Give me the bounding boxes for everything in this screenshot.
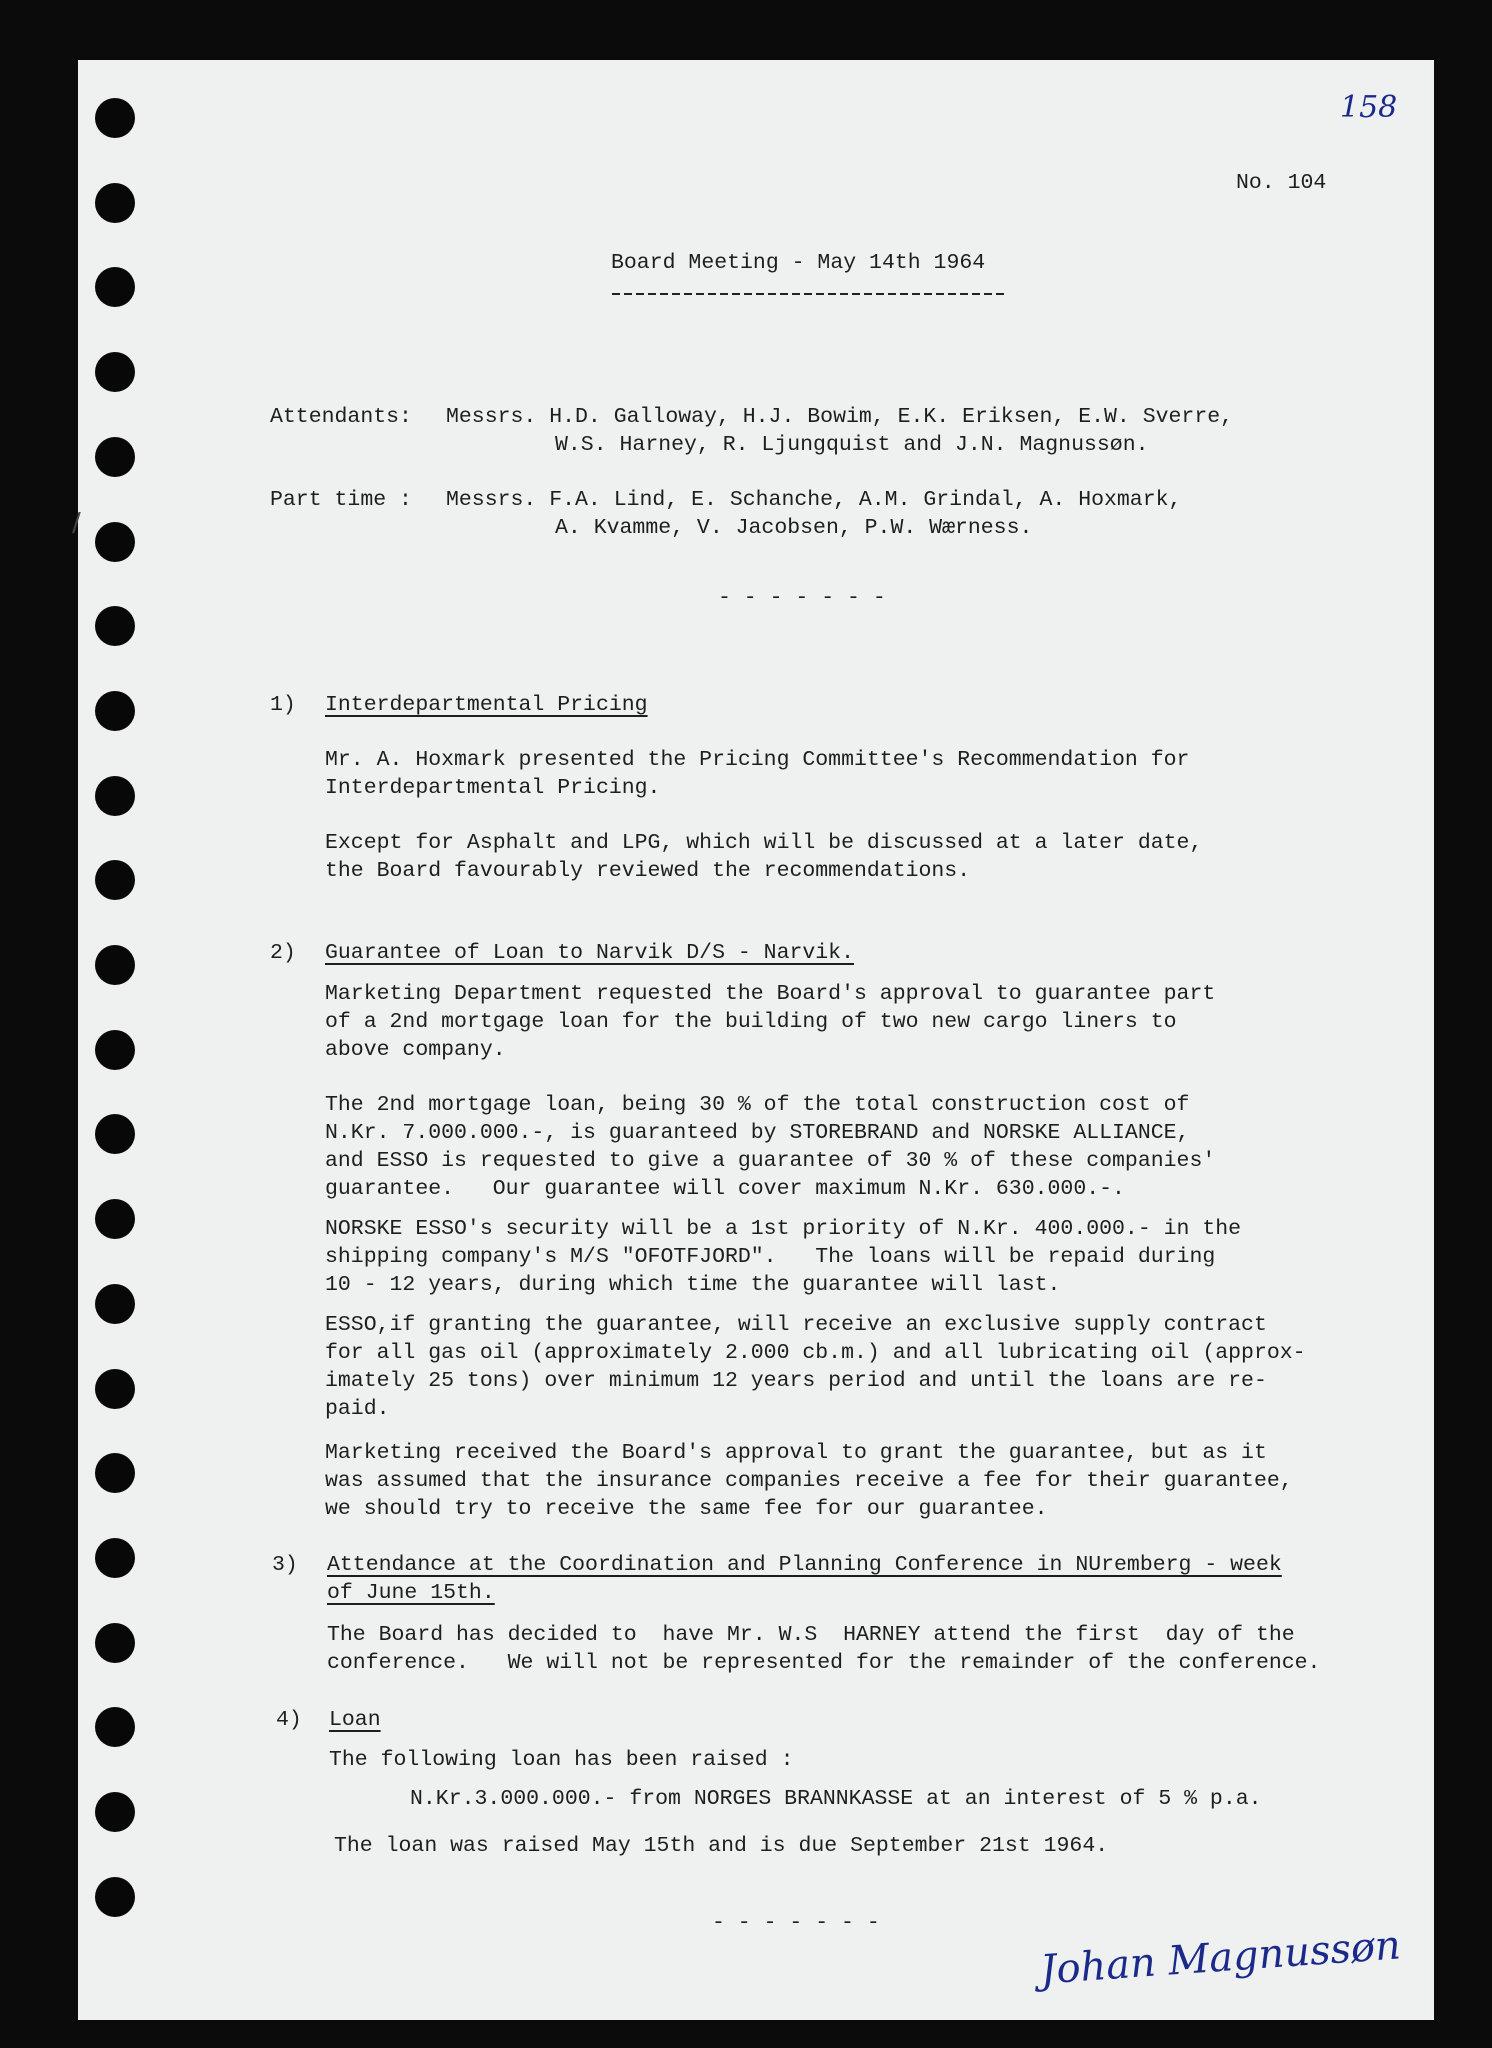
body-line: paid. [325, 1397, 390, 1421]
binder-hole [95, 352, 135, 392]
body-line: and ESSO is requested to give a guarantee of 30 % of these companies' [325, 1149, 1216, 1173]
body-line: for all gas oil (approximately 2.000 cb.m.) and all lubricating oil (approx- [325, 1341, 1306, 1365]
item-number: 2) [270, 941, 296, 965]
body-line: N.Kr.3.000.000.- from NORGES BRANNKASSE at an interest of 5 % p.a. [410, 1787, 1262, 1811]
binder-hole [95, 1623, 135, 1663]
body-line: the Board favourably reviewed the recommendations. [325, 859, 971, 883]
separator: - - - - - - - [718, 586, 886, 610]
meeting-title: Board Meeting - May 14th 1964 [611, 251, 986, 275]
binder-hole [95, 98, 135, 138]
body-line: conference. We will not be represented for the remainder of the conference. [327, 1651, 1321, 1675]
body-line: of a 2nd mortgage loan for the building of two new cargo liners to [325, 1010, 1177, 1034]
body-line: guarantee. Our guarantee will cover maximum N.Kr. 630.000.-. [325, 1177, 1125, 1201]
title-underline [612, 293, 1004, 295]
body-line: Marketing received the Board's approval to grant the guarantee, but as it [325, 1441, 1267, 1465]
binder-hole [95, 1453, 135, 1493]
body-line: Interdepartmental Pricing. [325, 776, 661, 800]
body-line: ESSO,if granting the guarantee, will receive an exclusive supply contract [325, 1313, 1267, 1337]
body-line: NORSKE ESSO's security will be a 1st priority of N.Kr. 400.000.- in the [325, 1217, 1242, 1241]
signature: Johan Magnussøn [1038, 1922, 1403, 1994]
item-number: 4) [276, 1708, 302, 1732]
binder-hole [95, 691, 135, 731]
binder-hole [95, 183, 135, 223]
attendants-line-2: W.S. Harney, R. Ljungquist and J.N. Magnussøn. [555, 433, 1149, 457]
attendants-line-1: Messrs. H.D. Galloway, H.J. Bowim, E.K. Eriksen, E.W. Sverre, [446, 405, 1234, 429]
part-time-line-2: A. Kvamme, V. Jacobsen, P.W. Wærness. [555, 516, 1033, 540]
body-line: Except for Asphalt and LPG, which will be discussed at a later date, [325, 831, 1203, 855]
binder-hole [95, 1284, 135, 1324]
part-time-line-1: Messrs. F.A. Lind, E. Schanche, A.M. Grindal, A. Hoxmark, [446, 488, 1182, 512]
binder-hole [95, 1792, 135, 1832]
binder-hole [95, 1538, 135, 1578]
binder-hole [95, 1369, 135, 1409]
item-heading: Loan [329, 1708, 381, 1732]
body-line: above company. [325, 1038, 506, 1062]
binder-hole [95, 1030, 135, 1070]
body-line: was assumed that the insurance companies receive a fee for their guarantee, [325, 1469, 1293, 1493]
body-line: The following loan has been raised : [329, 1748, 794, 1772]
item-heading: Interdepartmental Pricing [325, 693, 648, 717]
body-line: Marketing Department requested the Board's approval to guarantee part [325, 982, 1216, 1006]
margin-mark: / [72, 508, 81, 538]
body-line: imately 25 tons) over minimum 12 years period and until the loans are re- [325, 1369, 1267, 1393]
binder-hole [95, 522, 135, 562]
end-separator: - - - - - - - [712, 1911, 880, 1935]
item-heading: Guarantee of Loan to Narvik D/S - Narvik. [325, 941, 854, 965]
body-line: The 2nd mortgage loan, being 30 % of the total construction cost of [325, 1093, 1190, 1117]
binder-hole [95, 1199, 135, 1239]
item-number: 3) [272, 1553, 298, 1577]
body-line: Mr. A. Hoxmark presented the Pricing Committee's Recommendation for [325, 748, 1190, 772]
binder-hole [95, 776, 135, 816]
body-line: shipping company's M/S "OFOTFJORD". The loans will be repaid during [325, 1245, 1216, 1269]
item-heading-line-2: of June 15th. [327, 1581, 495, 1605]
binder-hole [95, 437, 135, 477]
body-line: 10 - 12 years, during which time the guarantee will last. [325, 1273, 1061, 1297]
binder-hole [95, 606, 135, 646]
body-line: N.Kr. 7.000.000.-, is guaranteed by STOREBRAND and NORSKE ALLIANCE, [325, 1121, 1190, 1145]
binder-hole [95, 1877, 135, 1917]
part-time-label: Part time : [270, 488, 412, 512]
item-number: 1) [270, 693, 296, 717]
item-heading-line-1: Attendance at the Coordination and Planning Conference in NUremberg - week [327, 1553, 1282, 1577]
body-line: The loan was raised May 15th and is due September 21st 1964. [334, 1834, 1109, 1858]
document-number: No. 104 [1236, 171, 1327, 195]
body-line: we should try to receive the same fee for our guarantee. [325, 1497, 1048, 1521]
handwritten-page-number: 158 [1340, 90, 1398, 125]
attendants-label: Attendants: [270, 405, 412, 429]
body-line: The Board has decided to have Mr. W.S HARNEY attend the first day of the [327, 1623, 1295, 1647]
binder-hole [95, 945, 135, 985]
